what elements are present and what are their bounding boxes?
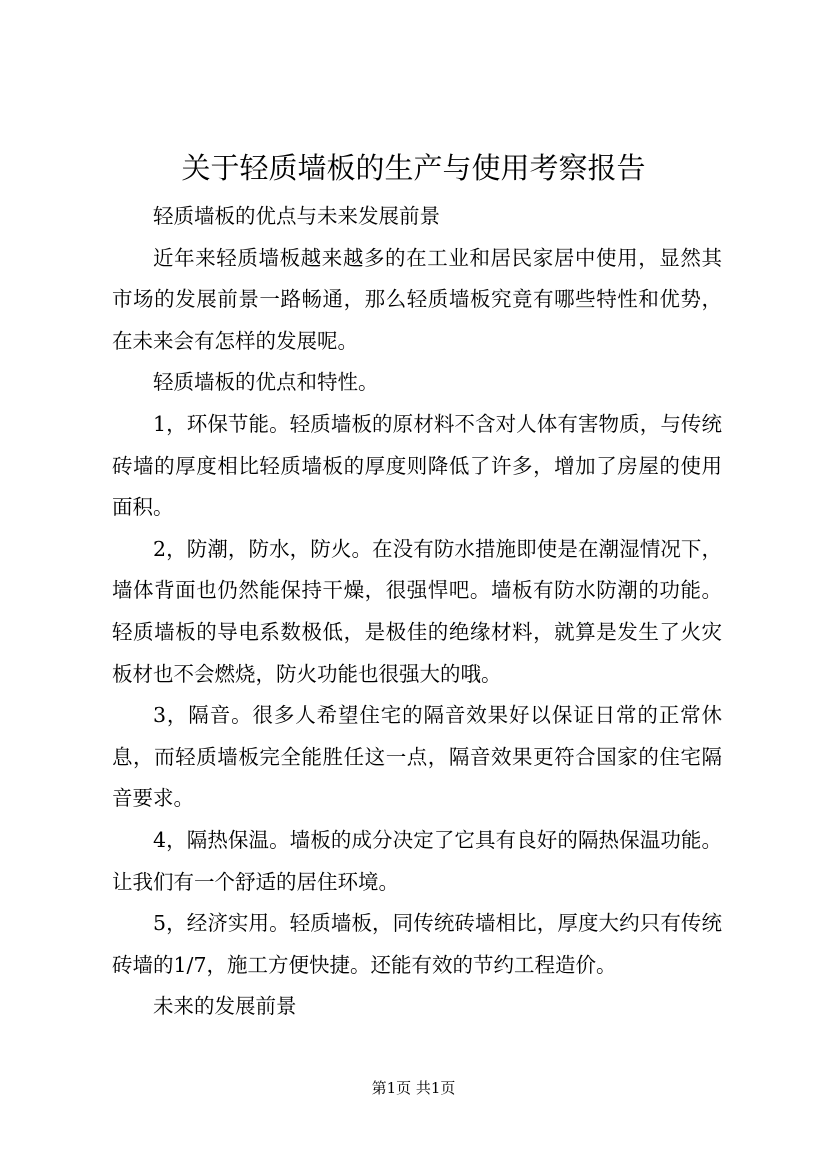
document-title: 关于轻质墙板的生产与使用考察报告	[181, 151, 646, 185]
page-number-footer: 第1页 共1页	[371, 1079, 456, 1097]
paragraph-point-1: 1，环保节能。轻质墙板的原材料不含对人体有害物质，与传统砖墙的厚度相比轻质墙板的厚度则降低了许多，增加了房屋的使用面积。	[112, 411, 722, 520]
paragraph-point-3: 3，隔音。很多人希望住宅的隔音效果好以保证日常的正常休息，而轻质墙板完全能胜任这一点，隔音效果更符合国家的住宅隔音要求。	[112, 703, 722, 811]
paragraph-section-heading: 轻质墙板的优点和特性。	[153, 370, 379, 395]
paragraph-intro: 近年来轻质墙板越来越多的在工业和居民家居中使用，显然其市场的发展前景一路畅通，那么轻质墙板究竟有哪些特性和优势，在未来会有怎样的发展呢。	[112, 245, 722, 353]
paragraph-future-heading: 未来的发展前景	[153, 994, 297, 1019]
paragraph-point-2: 2，防潮，防水，防火。在没有防水措施即使是在潮湿情况下，墙体背面也仍然能保持干燥，很强悍吧。墙板有防水防潮的功能。轻质墙板的导电系数极低，是极佳的绝缘材料，就算是发生了火灾板材也不会燃烧，防火功能也很强大的哦。	[112, 536, 722, 686]
paragraph-point-4: 4，隔热保温。墙板的成分决定了它具有良好的隔热保温功能。让我们有一个舒适的居住环境。	[112, 827, 722, 894]
document-body	[112, 196, 722, 1028]
paragraph-subtitle: 轻质墙板的优点与未来发展前景	[153, 204, 440, 228]
paragraph-point-5: 5，经济实用。轻质墙板，同传统砖墙相比，厚度大约只有传统砖墙的1/7，施工方便快捷。还能有效的节约工程造价。	[112, 911, 722, 977]
